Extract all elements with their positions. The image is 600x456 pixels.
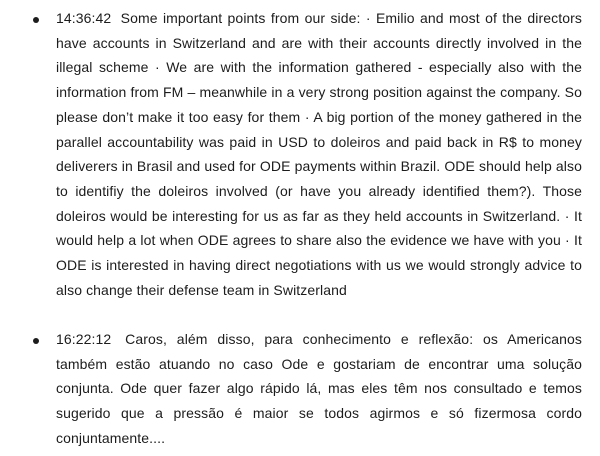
bullet-icon [33, 17, 39, 23]
message-entry [56, 6, 582, 302]
message-timestamp: 16:22:12 [56, 331, 112, 347]
message-entry [56, 327, 582, 451]
bullet-icon [33, 338, 39, 344]
message-text: Some important points from our side: · Emilio and most of the directors have accounts in Switzerland and are with their accounts directly involved in the illegal scheme · We are with the information gathered - especially also with the information from FM – meanwhile in a very strong position against the company. So please don’t make it too easy for them · A big portion of the money gathered in the parallel accountability was paid in USD to doleiros and paid back in R$ to money deliverers in Brasil and used for ODE payments within Brazil. ODE should help also to identifiy the doleiros involved (or have you already identified them?). Those doleiros would be interesting for us as far as they held accounts in Switzerland. · It would help a lot when ODE agrees to share also the evidence we have with you · It ODE is interested in having direct negotiations with us we would strongly advice to also change their defense team in Switzerland [56, 10, 582, 298]
message-text: Caros, além disso, para conhecimento e reflexão: os Americanos também estão atuando no caso Ode e gostariam de encontrar uma solução conjunta. Ode quer fazer algo rápido lá, mas eles têm nos consultado e temos sugerido que a pressão é maior se todos agirmos e só fizermosa cordo conjuntamente.... [56, 331, 582, 446]
message-timestamp: 14:36:42 [56, 10, 112, 26]
